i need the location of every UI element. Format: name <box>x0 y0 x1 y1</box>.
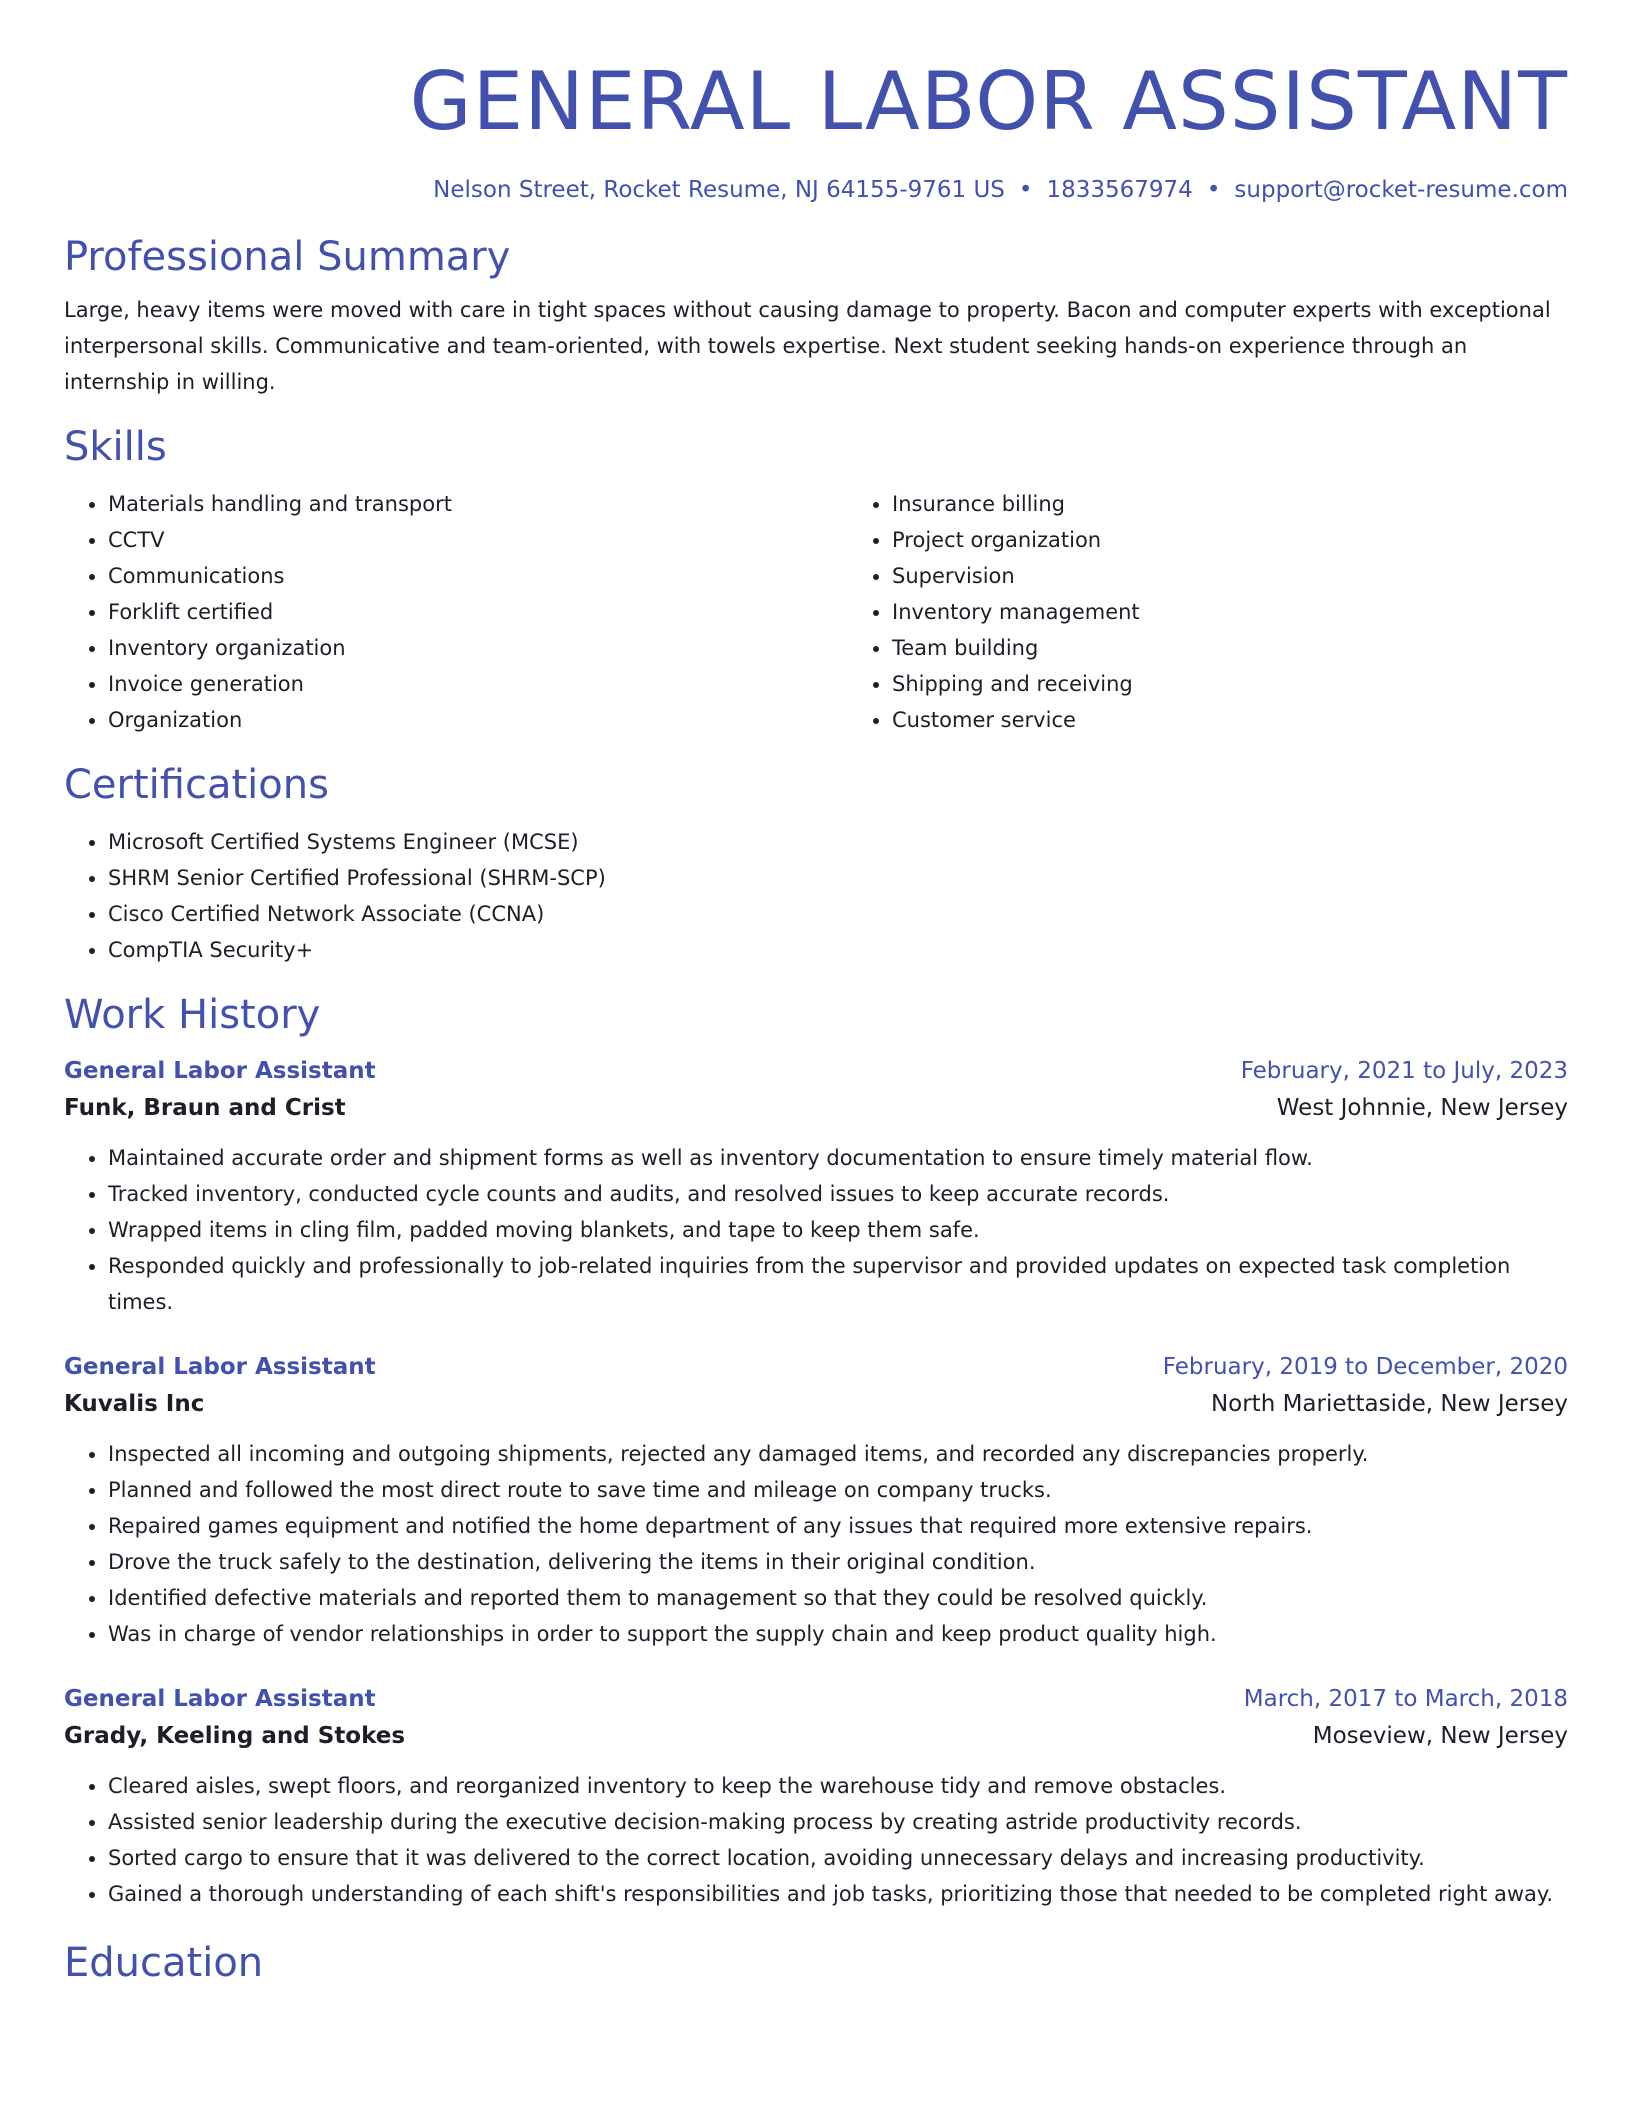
work-history-heading: Work History <box>64 992 321 1038</box>
skill-item: • Inventory management <box>892 594 1568 630</box>
job-entry <box>64 1350 1568 1652</box>
skills-section <box>64 422 1568 738</box>
job-title-row <box>64 1682 1568 1716</box>
contact-address: Nelson Street, Rocket Resume, NJ 64155-9761 US <box>433 177 1005 203</box>
job-title-row <box>64 1054 1568 1088</box>
certification-item: • Cisco Certified Network Associate (CCNA) <box>108 896 1568 932</box>
summary-heading: Professional Summary <box>64 234 511 280</box>
job-bullet: • Was in charge of vendor relationships in order to support the supply chain and keep product quality high. <box>108 1616 1568 1652</box>
job-location: Moseview, New Jersey <box>1312 1723 1568 1749</box>
skill-item: • Inventory organization <box>108 630 848 666</box>
job-company-row <box>64 1088 1568 1128</box>
job-company-row <box>64 1716 1568 1756</box>
job-bullet: • Maintained accurate order and shipment forms as well as inventory documentation to ensure timely material flow. <box>108 1140 1568 1176</box>
job-bullet: • Responded quickly and professionally to job-related inquiries from the supervisor and provided updates on expected task completion times. <box>108 1248 1568 1320</box>
skill-item: • CCTV <box>108 522 848 558</box>
skill-item: • Communications <box>108 558 848 594</box>
skill-item: • Supervision <box>892 558 1568 594</box>
candidate-name: GENERAL LABOR ASSISTANT <box>409 55 1568 148</box>
work-history-section <box>64 990 1568 1912</box>
skill-item: • Invoice generation <box>108 666 848 702</box>
job-bullet: • Inspected all incoming and outgoing shipments, rejected any damaged items, and recorded any discrepancies properly. <box>108 1436 1568 1472</box>
skills-columns <box>64 486 1568 738</box>
summary-section <box>64 232 1568 400</box>
job-title: General Labor Assistant <box>64 1354 376 1380</box>
job-bullet: • Wrapped items in cling film, padded moving blankets, and tape to keep them safe. <box>108 1212 1568 1248</box>
job-title: General Labor Assistant <box>64 1058 376 1084</box>
job-bullet: • Gained a thorough understanding of each shift's responsibilities and job tasks, prioritizing those that needed to be completed right away. <box>108 1876 1568 1912</box>
job-dates: March, 2017 to March, 2018 <box>1243 1686 1568 1712</box>
job-bullet: • Assisted senior leadership during the executive decision-making process by creating astride productivity records. <box>108 1804 1568 1840</box>
job-entry <box>64 1054 1568 1320</box>
skills-heading: Skills <box>64 424 167 470</box>
contact-line <box>64 174 1568 206</box>
skill-item: • Organization <box>108 702 848 738</box>
skill-item: • Forklift certified <box>108 594 848 630</box>
job-location: West Johnnie, New Jersey <box>1276 1095 1568 1121</box>
job-title-row <box>64 1350 1568 1384</box>
skill-item: • Team building <box>892 630 1568 666</box>
job-bullet: • Cleared aisles, swept floors, and reorganized inventory to keep the warehouse tidy and remove obstacles. <box>108 1768 1568 1804</box>
job-dates: February, 2019 to December, 2020 <box>1162 1354 1568 1380</box>
certification-item: • Microsoft Certified Systems Engineer (MCSE) <box>108 824 1568 860</box>
summary-text: Large, heavy items were moved with care in tight spaces without causing damage to property. Bacon and computer experts with exceptional interpersonal skills. Communicative and team-oriented, with towels expertise. Next student seeking hands-on experience through an internship in willing. <box>64 298 1551 394</box>
certifications-list <box>64 824 1568 968</box>
resume-header <box>64 0 1568 206</box>
skill-item: • Materials handling and transport <box>108 486 848 522</box>
skill-item: • Customer service <box>892 702 1568 738</box>
certification-item: • CompTIA Security+ <box>108 932 1568 968</box>
job-bullets <box>64 1768 1568 1912</box>
job-bullet: • Tracked inventory, conducted cycle counts and audits, and resolved issues to keep accurate records. <box>108 1176 1568 1212</box>
skill-item: • Project organization <box>892 522 1568 558</box>
education-section <box>64 1938 1568 1988</box>
job-bullets <box>64 1140 1568 1320</box>
job-bullet: • Drove the truck safely to the destination, delivering the items in their original condition. <box>108 1544 1568 1580</box>
job-title: General Labor Assistant <box>64 1686 376 1712</box>
education-heading: Education <box>64 1940 264 1986</box>
job-dates: February, 2021 to July, 2023 <box>1240 1058 1568 1084</box>
contact-email[interactable]: support@rocket-resume.com <box>1234 177 1568 203</box>
job-bullet: • Planned and followed the most direct route to save time and mileage on company trucks. <box>108 1472 1568 1508</box>
certifications-section <box>64 760 1568 968</box>
job-company: Kuvalis Inc <box>64 1391 205 1417</box>
job-bullets <box>64 1436 1568 1652</box>
job-company-row <box>64 1384 1568 1424</box>
skills-list-right <box>848 486 1568 738</box>
job-bullet: • Sorted cargo to ensure that it was delivered to the correct location, avoiding unnecessary delays and increasing productivity. <box>108 1840 1568 1876</box>
skill-item: • Insurance billing <box>892 486 1568 522</box>
job-bullet: • Repaired games equipment and notified the home department of any issues that required more extensive repairs. <box>108 1508 1568 1544</box>
contact-phone[interactable]: 1833567974 <box>1046 177 1193 203</box>
skill-item: • Shipping and receiving <box>892 666 1568 702</box>
job-company: Funk, Braun and Crist <box>64 1095 346 1121</box>
job-bullet: • Identified defective materials and reported them to management so that they could be resolved quickly. <box>108 1580 1568 1616</box>
certification-item: • SHRM Senior Certified Professional (SHRM-SCP) <box>108 860 1568 896</box>
job-entry <box>64 1682 1568 1912</box>
certifications-heading: Certifications <box>64 762 329 808</box>
job-location: North Mariettaside, New Jersey <box>1210 1391 1568 1417</box>
contact-separator: • <box>1206 177 1221 203</box>
skills-list-left <box>64 486 848 738</box>
job-company: Grady, Keeling and Stokes <box>64 1723 406 1749</box>
contact-separator: • <box>1018 177 1033 203</box>
